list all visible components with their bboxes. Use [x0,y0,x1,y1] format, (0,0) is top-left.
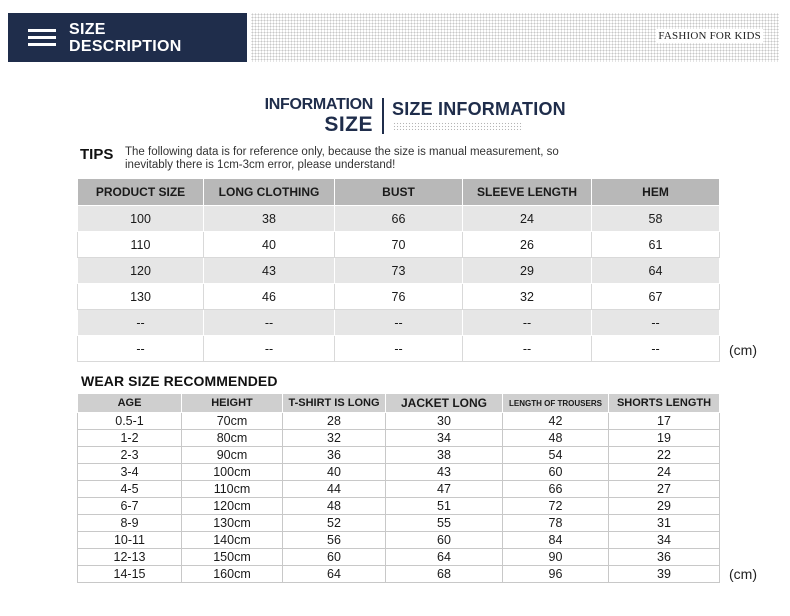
wear-table-header: SHORTS LENGTH [609,394,720,413]
header-title-line1: SIZE [69,21,106,38]
size-table-unit: (cm) [729,342,757,358]
table-cell: 90cm [182,447,283,464]
table-cell: 30 [386,413,503,430]
header-title-line2: DESCRIPTION [69,38,182,55]
table-cell: 2-3 [78,447,182,464]
wear-table-header: LENGTH OF TROUSERS [503,394,609,413]
table-cell: 78 [503,515,609,532]
table-cell: 60 [503,464,609,481]
table-cell: 4-5 [78,481,182,498]
table-cell: 1-2 [78,430,182,447]
table-cell: 39 [609,566,720,583]
table-cell: 96 [503,566,609,583]
table-cell: 38 [386,447,503,464]
table-cell: -- [335,336,463,362]
tips-text: The following data is for reference only, because the size is manual measurement, so inevitably there is 1cm-3cm error, please understand! [125,146,559,171]
table-cell: 72 [503,498,609,515]
wear-table-header: T-SHIRT IS LONG [283,394,386,413]
table-cell: 160cm [182,566,283,583]
table-cell: -- [463,310,592,336]
table-cell: -- [592,336,720,362]
table-cell: 70 [335,232,463,258]
table-cell: 8-9 [78,515,182,532]
table-cell: -- [204,310,335,336]
table-row [78,232,720,258]
tips-label: TIPS [80,146,114,163]
table-row [78,258,720,284]
table-cell: 28 [283,413,386,430]
info-dotted-decoration [393,122,523,130]
table-cell: 64 [283,566,386,583]
table-row [78,430,720,447]
table-cell: 29 [463,258,592,284]
table-cell: 64 [386,549,503,566]
table-cell: 60 [386,532,503,549]
table-cell: 120 [78,258,204,284]
table-cell: 47 [386,481,503,498]
table-row [78,310,720,336]
table-cell: 110 [78,232,204,258]
wear-table [77,393,720,583]
table-row [78,464,720,481]
table-row [78,206,720,232]
table-cell: 40 [283,464,386,481]
wear-table-body [78,413,720,583]
table-cell: 0.5-1 [78,413,182,430]
table-cell: 36 [609,549,720,566]
table-cell: 130cm [182,515,283,532]
menu-lines-icon [28,27,58,49]
table-cell: -- [592,310,720,336]
table-row [78,447,720,464]
table-cell: 120cm [182,498,283,515]
section-title: SIZE INFORMATION [392,99,566,119]
table-cell: 64 [592,258,720,284]
table-cell: 32 [463,284,592,310]
table-cell: 24 [609,464,720,481]
size-table-header: LONG CLOTHING [204,179,335,206]
table-cell: 84 [503,532,609,549]
info-logo-left [252,96,373,136]
table-row [78,549,720,566]
info-logo-line1: INFORMATION [264,96,373,113]
table-row [78,566,720,583]
table-cell: 51 [386,498,503,515]
table-cell: 34 [609,532,720,549]
table-cell: 3-4 [78,464,182,481]
table-cell: -- [78,310,204,336]
info-logo-line2: SIZE [324,113,373,136]
size-table-header-row [78,179,720,206]
table-cell: 70cm [182,413,283,430]
table-cell: 46 [204,284,335,310]
table-cell: 24 [463,206,592,232]
table-cell: 56 [283,532,386,549]
table-cell: -- [463,336,592,362]
table-cell: 26 [463,232,592,258]
table-cell: 32 [283,430,386,447]
size-table-header: BUST [335,179,463,206]
table-cell: 140cm [182,532,283,549]
table-cell: 36 [283,447,386,464]
table-cell: 31 [609,515,720,532]
wear-table-header: AGE [78,394,182,413]
table-cell: 19 [609,430,720,447]
wear-table-header: HEIGHT [182,394,283,413]
table-cell: 38 [204,206,335,232]
table-cell: 90 [503,549,609,566]
table-cell: 66 [335,206,463,232]
table-row [78,336,720,362]
table-cell: 68 [386,566,503,583]
table-cell: 48 [503,430,609,447]
info-divider [382,98,384,134]
table-row [78,284,720,310]
table-cell: 76 [335,284,463,310]
table-cell: 44 [283,481,386,498]
table-cell: 66 [503,481,609,498]
table-cell: 43 [204,258,335,284]
size-table-header: PRODUCT SIZE [78,179,204,206]
size-table [77,178,720,362]
table-row [78,498,720,515]
table-cell: 67 [592,284,720,310]
table-cell: 40 [204,232,335,258]
table-cell: 100 [78,206,204,232]
table-cell: 42 [503,413,609,430]
table-cell: -- [204,336,335,362]
table-cell: 130 [78,284,204,310]
table-cell: 73 [335,258,463,284]
table-cell: 10-11 [78,532,182,549]
wear-table-unit: (cm) [729,566,757,582]
table-cell: 60 [283,549,386,566]
table-row [78,515,720,532]
table-cell: 29 [609,498,720,515]
wear-table-title: WEAR SIZE RECOMMENDED [81,373,278,389]
table-cell: 55 [386,515,503,532]
table-cell: 6-7 [78,498,182,515]
table-cell: 58 [592,206,720,232]
table-cell: 110cm [182,481,283,498]
table-cell: 14-15 [78,566,182,583]
table-cell: 48 [283,498,386,515]
size-table-header: SLEEVE LENGTH [463,179,592,206]
table-cell: -- [78,336,204,362]
table-cell: 34 [386,430,503,447]
table-cell: 52 [283,515,386,532]
header-dotted-panel [251,13,779,62]
size-table-header: HEM [592,179,720,206]
table-cell: 100cm [182,464,283,481]
header-title [69,21,182,55]
table-row [78,481,720,498]
table-cell: 150cm [182,549,283,566]
table-cell: 43 [386,464,503,481]
table-cell: 61 [592,232,720,258]
table-cell: 54 [503,447,609,464]
header-banner [8,13,247,62]
table-cell: -- [335,310,463,336]
wear-table-header-row [78,394,720,413]
wear-table-header: JACKET LONG [386,394,503,413]
table-row [78,532,720,549]
table-cell: 17 [609,413,720,430]
table-cell: 27 [609,481,720,498]
table-cell: 80cm [182,430,283,447]
table-cell: 12-13 [78,549,182,566]
brand-text: FASHION FOR KIDS [658,30,761,42]
table-cell: 22 [609,447,720,464]
table-row [78,413,720,430]
